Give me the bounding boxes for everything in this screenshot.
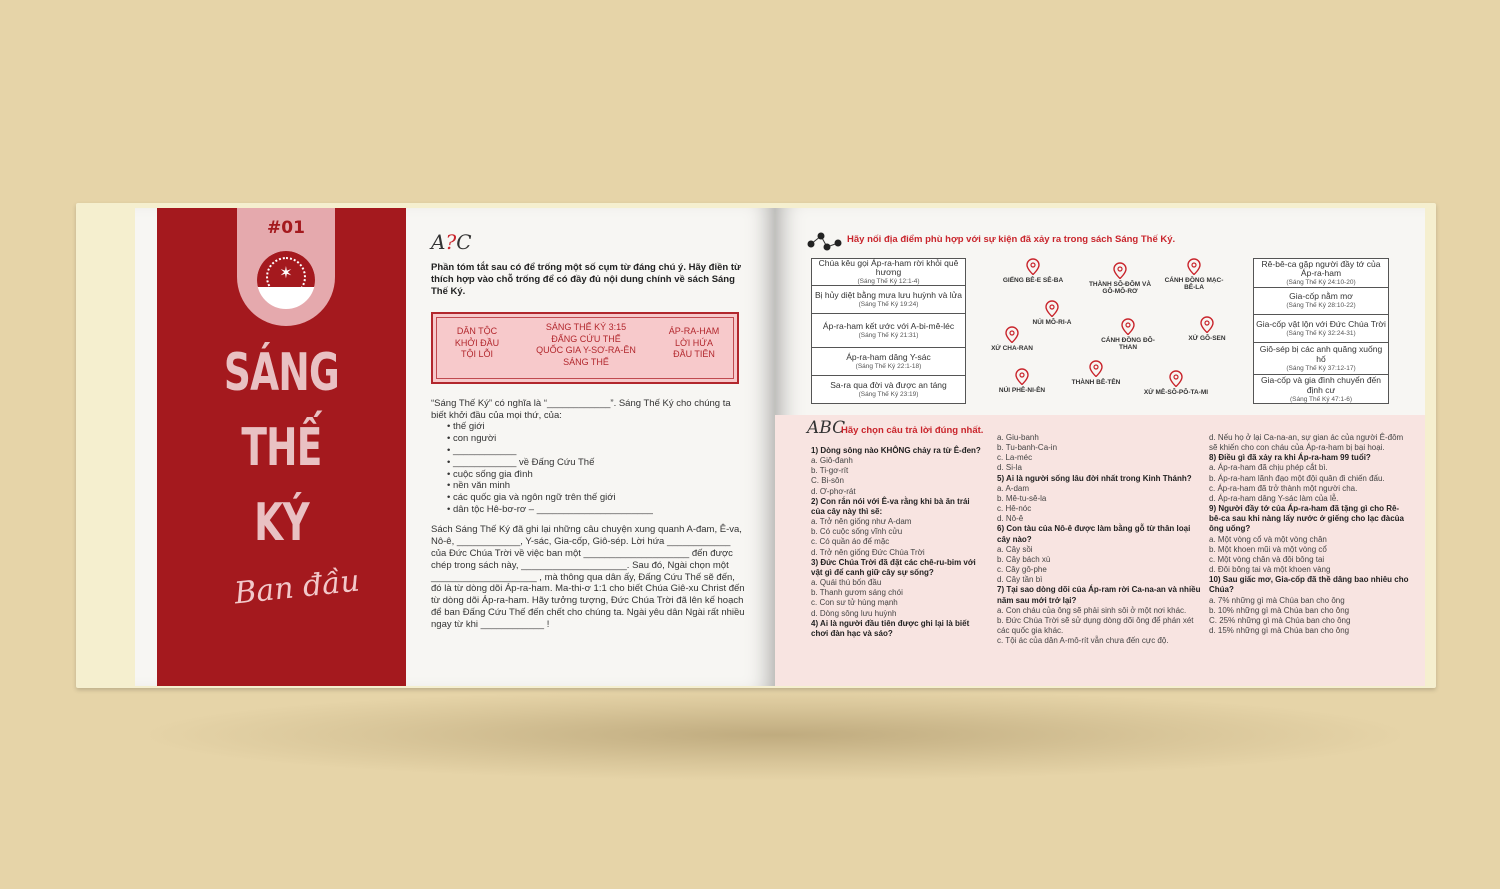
quiz-option: a. Con cháu của ông sẽ phải sinh sôi ở một nơi khác. xyxy=(997,605,1187,615)
book-shadow xyxy=(150,690,1400,780)
quiz-question: 1) Dòng sông nào KHÔNG chảy ra từ Ê-đen? xyxy=(811,446,981,455)
list-item: • ____________ về Đấng Cứu Thế xyxy=(447,457,747,469)
chapter-panel xyxy=(157,208,406,686)
title-line-3: KÝ xyxy=(254,493,309,553)
quiz-option: a. Trở nên giống như A-dam xyxy=(811,517,912,527)
quiz-option: c. Áp-ra-ham đã trở thành một người cha. xyxy=(1209,483,1358,493)
quiz-option: C. 25% những gì mà Chúa ban cho ông xyxy=(1209,615,1351,625)
quiz-option: b. Một khoen mũi và một vòng cổ xyxy=(1209,544,1327,554)
quiz-option: c. Cây gô-phe xyxy=(997,565,1047,575)
star-badge-icon: ✶ xyxy=(254,248,318,312)
quiz-question: 10) Sau giấc mơ, Gia-cốp đã thề dâng bao nhiêu cho Chúa? xyxy=(1209,575,1409,595)
quiz-option: d. Cây tần bì xyxy=(997,575,1043,585)
title-line-1: SÁNG xyxy=(223,343,340,403)
quiz-option: a. Giô-đanh xyxy=(811,456,853,466)
event-item: Giô-sép bị các anh quăng xuống hố (Sáng Thế Ký 37:12-17) xyxy=(1254,343,1388,375)
quiz-option: c. Hê-nóc xyxy=(997,504,1032,514)
quiz-question: 3) Đức Chúa Trời đã đặt các chê-ru-bim với vật gì để canh giữ cây sự sống? xyxy=(811,557,976,577)
word-bank xyxy=(431,312,739,384)
left-page xyxy=(135,208,775,686)
quiz-column-3 xyxy=(1209,433,1409,636)
list-item: • các quốc gia và ngôn ngữ trên thế giới xyxy=(447,492,747,504)
quiz-option: d. 15% những gì mà Chúa ban cho ông xyxy=(1209,625,1350,635)
summary-paragraph-1: “Sáng Thế Ký” có nghĩa là “____________”. Sáng Thế Ký cho chúng ta biết khởi đầu của mọi thứ, của: xyxy=(431,398,731,421)
place-marker: XỨ MÊ-SÔ-PÔ-TA-MI xyxy=(1141,370,1211,396)
event-item: Áp-ra-ham dâng Y-sác (Sáng Thế Ký 22:1-18) xyxy=(812,348,965,376)
quiz-question: 4) Ai là người đầu tiên được ghi lại là biết chơi đàn hạc và sáo? xyxy=(811,618,970,638)
location-pin-icon xyxy=(1026,258,1040,275)
quiz-option: a. Cây sồi xyxy=(997,544,1033,554)
events-left xyxy=(811,258,966,404)
quiz-option: c. Một vòng chân và đôi bông tai xyxy=(1209,554,1325,564)
location-pin-icon xyxy=(1121,318,1135,335)
quiz-option: d. Nếu họ ở lại Ca-na-an, sự gian ác của người Ê-đôm sẽ khiến cho con cháu của Áp-ra-ham bị bại hoại. xyxy=(1209,433,1404,453)
place-marker: XỨ CHA-RAN xyxy=(977,326,1047,352)
summary-paragraph-2: Sách Sáng Thế Ký đã ghi lại những câu chuyện xung quanh A-đam, Ê-va, Nô-ê, ____________, Y-sác, Gia-cốp, Giô-sép. Lời hứa ____________ của Đức Chúa Trời về việc ban một ____________________ đến được chép trong sách này, ____________________. Sau đó, Ngài chọn một ____________________ , mà thông qua dân ấy, Đấng Cứu Thế sẽ đến, đó là từ dòng dõi Áp-ra-ham. Ma-thi-ơ 1:1 cho biết Chúa Giê-xu Christ đến từ dòng dõi Áp-ra-ham. Hãy tưởng tượng, Đức Chúa Trời đã lên kế hoạch để ban Đấng Cứu Thế đến chết cho chúng ta. Ngài yêu dân Ngài rất nhiều ngay từ khi ____________ ! xyxy=(431,524,745,630)
beginnings-list xyxy=(447,421,747,516)
quiz-option: c. Có quần áo để mặc xyxy=(811,537,890,547)
quiz-option: b. Ti-gơ-rít xyxy=(811,466,849,476)
event-item: Gia-cốp nằm mơ (Sáng Thế Ký 28:10-22) xyxy=(1254,288,1388,315)
connect-dots-icon xyxy=(805,228,845,252)
quiz-option: c. Tội ác của dân A-mô-rít vẫn chưa đến cực độ. xyxy=(997,636,1169,646)
list-item: • con người xyxy=(447,433,747,445)
event-item: Rê-bê-ca gặp người đầy tớ của Áp-ra-ham (Sáng Thế Ký 24:10-20) xyxy=(1254,259,1388,288)
title-line-2: THẾ xyxy=(241,418,322,478)
quiz-option: b. Cây bách xù xyxy=(997,554,1051,564)
place-marker: THÀNH SÔ-ĐÔM VÀ GÔ-MÔ-RƠ xyxy=(1085,262,1155,296)
event-item: Áp-ra-ham kết ước với A-bi-mê-léc (Sáng Thế Ký 21:31) xyxy=(812,314,965,348)
fill-blank-logo-icon: A?C xyxy=(431,230,472,254)
list-item: • thế giới xyxy=(447,421,747,433)
quiz-column-2 xyxy=(997,433,1202,646)
event-item: Bị hủy diệt bằng mưa lưu huỳnh và lửa (Sáng Thế Ký 19:24) xyxy=(812,286,965,314)
quiz-option: d. Nô-ê xyxy=(997,514,1024,524)
word-bank-col-2: SÁNG THẾ KÝ 3:15 ĐẤNG CỨU THẾ QUỐC GIA Y-SƠ-RA-ÊN SÁNG THẾ xyxy=(536,322,636,368)
quiz-option: b. Có cuộc sống vĩnh cửu xyxy=(811,527,903,537)
word-bank-col-3: ÁP-RA-HAM LỜI HỨA ĐẦU TIÊN xyxy=(668,326,720,360)
quiz-option: c. La-méc xyxy=(997,453,1033,463)
events-right xyxy=(1253,258,1389,404)
quiz-option: d. Đôi bông tai và một khoen vàng xyxy=(1209,565,1331,575)
word-bank-col-1: DÂN TỘC KHỞI ĐẦU TỘI LỖI xyxy=(454,326,500,360)
quiz-option: d. Si-la xyxy=(997,463,1022,473)
location-pin-icon xyxy=(1113,262,1127,279)
quiz-option: C. Bi-sôn xyxy=(811,476,844,486)
quiz-option: c. Con sư tử hùng mạnh xyxy=(811,598,898,608)
quiz-option: b. Đức Chúa Trời sẽ sử dụng dòng dõi ông để phán xét các quốc gia khác. xyxy=(997,615,1194,635)
quiz-option: b. Áp-ra-ham lãnh đạo một đội quân đi chiến đấu. xyxy=(1209,473,1385,483)
location-pin-icon xyxy=(1005,326,1019,343)
quiz-question: 7) Tại sao dòng dõi của Áp-ram rời Ca-na-an và nhiều năm sau mới trở lại? xyxy=(997,585,1201,605)
quiz-option: a. 7% những gì mà Chúa ban cho ông xyxy=(1209,595,1345,605)
chapter-number: #01 xyxy=(267,218,305,238)
chapter-tab xyxy=(237,208,335,326)
quiz-option: d. Ơ-phơ-rát xyxy=(811,486,856,496)
place-marker: NÚI MÔ-RI-A xyxy=(1017,300,1087,326)
list-item: • nền văn minh xyxy=(447,480,747,492)
quiz-option: a. A-dam xyxy=(997,483,1030,493)
chapter-subtitle: Ban đầu xyxy=(232,563,362,612)
matching-title: Hãy nối địa điểm phù hợp với sự kiện đã xảy ra trong sách Sáng Thế Ký. xyxy=(847,234,1176,245)
quiz-option: a. Áp-ra-ham đã chịu phép cắt bì. xyxy=(1209,463,1328,473)
place-marker: CÁNH ĐỒNG MẠC-BÊ-LA xyxy=(1159,258,1229,292)
quiz-option: d. Trở nên giống Đức Chúa Trời xyxy=(811,547,925,557)
place-marker: THÀNH BÊ-TÊN xyxy=(1061,360,1131,386)
right-page xyxy=(775,208,1425,686)
event-item: Gia-cốp vật lộn với Đức Chúa Trời (Sáng Thế Ký 32:24-31) xyxy=(1254,315,1388,343)
quiz-option: d. Áp-ra-ham dâng Y-sác làm của lễ. xyxy=(1209,493,1339,503)
place-marker: GIẾNG BÊ-E SÊ-BA xyxy=(998,258,1068,284)
location-pin-icon xyxy=(1169,370,1183,387)
list-item: • dân tộc Hê-bơ-rơ – ______________________ xyxy=(447,504,747,516)
location-pin-icon xyxy=(1200,316,1214,333)
quiz-question: 2) Con rắn nói với Ê-va rằng khi bà ăn trái của cây này thì sẽ: xyxy=(811,496,970,516)
place-marker: NÚI PHÊ-NI-ÊN xyxy=(987,368,1057,394)
event-item: Gia-cốp và gia đình chuyển đến định cư (Sáng Thế Ký 47:1-6) xyxy=(1260,375,1382,403)
place-marker: CÁNH ĐỒNG ĐÔ-THAN xyxy=(1093,318,1163,352)
quiz-option: d. Dòng sông lưu huỳnh xyxy=(811,608,897,618)
location-pin-icon xyxy=(1187,258,1201,275)
quiz-question: 9) Người đầy tớ của Áp-ra-ham đã tặng gì cho Rê-bê-ca sau khi nàng lấy nước ở giếng cho lạc đàcủa ông uống? xyxy=(1209,504,1404,534)
quiz-logo-icon: ABC xyxy=(807,418,846,438)
quiz-option: b. Thanh gươm sáng chói xyxy=(811,588,903,598)
quiz-option: a. Quái thú bốn đầu xyxy=(811,578,882,588)
quiz-option: b. Tu-banh-Ca-in xyxy=(997,443,1058,453)
list-item: • cuộc sống gia đình xyxy=(447,469,747,481)
location-pin-icon xyxy=(1045,300,1059,317)
quiz-question: 5) Ai là người sống lâu đời nhất trong Kinh Thánh? xyxy=(997,473,1192,483)
quiz-option: b. Mê-tu-sê-la xyxy=(997,493,1047,503)
quiz-option: b. 10% những gì mà Chúa ban cho ông xyxy=(1209,605,1350,615)
location-pin-icon xyxy=(1015,368,1029,385)
quiz-title: Hãy chọn câu trả lời đúng nhất. xyxy=(841,425,984,436)
location-pin-icon xyxy=(1089,360,1103,377)
instructions: Phần tóm tắt sau có để trống một số cụm từ đáng chú ý. Hãy điền từ thích hợp vào chỗ trống để có đầy đủ nội dung chính về sách Sáng Thế Ký. xyxy=(431,262,741,297)
quiz-question: 8) Điều gì đã xảy ra khi Áp-ra-ham 99 tuổi? xyxy=(1209,453,1371,463)
list-item: • ____________ xyxy=(447,445,747,457)
event-item: Sa-ra qua đời và được an táng (Sáng Thế Ký 23:19) xyxy=(830,380,947,399)
quiz-column-1 xyxy=(811,446,981,639)
quiz-option: a. Giu-banh xyxy=(997,433,1039,442)
place-marker: XỨ GÔ-SEN xyxy=(1172,316,1242,342)
event-item: Chúa kêu gọi Áp-ra-ham rời khỏi quê hương (Sáng Thế Ký 12:1-4) xyxy=(812,259,965,286)
quiz-option: a. Một vòng cổ và một vòng chân xyxy=(1209,534,1327,544)
quiz-question: 6) Con tàu của Nô-ê được làm bằng gỗ từ thân loại cây nào? xyxy=(997,524,1191,544)
